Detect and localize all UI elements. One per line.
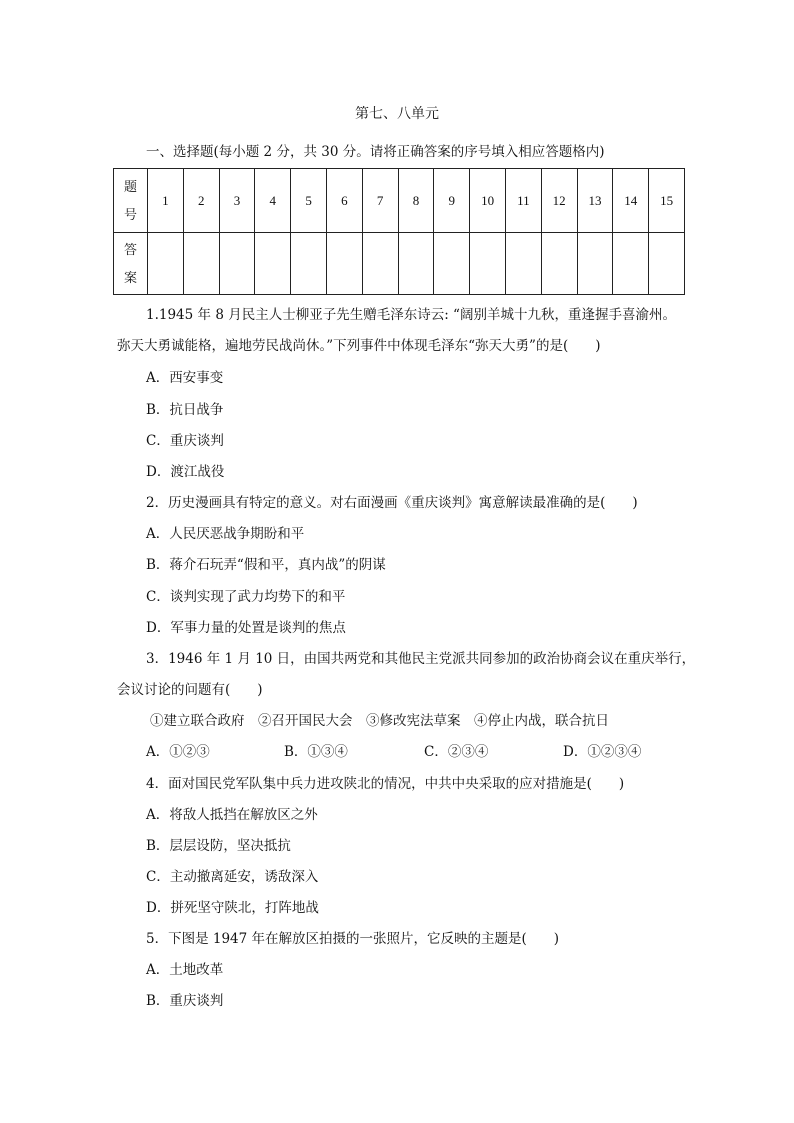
question-number: 1 <box>148 169 184 233</box>
q2-option-d: D．军事力量的处置是谈判的焦点 <box>146 620 346 636</box>
question-number: 3 <box>219 169 255 233</box>
answer-cell[interactable] <box>291 233 327 295</box>
q3-option-c: C．②③④ <box>424 744 489 760</box>
answer-cell[interactable] <box>183 233 219 295</box>
answer-row <box>114 233 685 295</box>
q3-stem-line2: 会议讨论的问题有( ) <box>117 682 263 698</box>
q2-option-a: A．人民厌恶战争期盼和平 <box>146 526 305 542</box>
question-number: 12 <box>541 169 577 233</box>
answer-cell[interactable] <box>613 233 649 295</box>
label-char: 答 <box>123 241 137 257</box>
question-number: 6 <box>326 169 362 233</box>
q1-stem-line1: 1.1945 年 8 月民主人士柳亚子先生赠毛泽东诗云: “阔别羊城十九秋，重逢握手喜渝州。 <box>146 307 676 323</box>
answer-cell[interactable] <box>577 233 613 295</box>
number-row <box>114 169 685 233</box>
q3-stem-line1: 3．1946 年 1 月 10 日，由国共两党和其他民主党派共同参加的政治协商会议在重庆举行， <box>146 651 696 667</box>
q1-stem-line2: 弥天大勇诚能格，遍地劳民战尚休。”下列事件中体现毛泽东“弥天大勇”的是( ) <box>117 338 601 354</box>
q3-option-d: D．①②③④ <box>563 744 642 760</box>
label-char: 案 <box>123 269 137 285</box>
q3-options <box>146 740 641 760</box>
q2-option-c: C．谈判实现了武力均势下的和平 <box>146 589 346 605</box>
answer-cell[interactable] <box>362 233 398 295</box>
question-number: 10 <box>470 169 506 233</box>
question-number: 13 <box>577 169 613 233</box>
answer-cell[interactable] <box>649 233 685 295</box>
question-number: 14 <box>613 169 649 233</box>
answer-table <box>113 168 685 295</box>
q5-stem: 5．下图是 1947 年在解放区拍摄的一张照片，它反映的主题是( ) <box>146 931 560 947</box>
question-number: 4 <box>255 169 291 233</box>
q3-items: ①建立联合政府 ②召开国民大会 ③修改宪法草案 ④停止内战，联合抗日 <box>150 713 609 729</box>
question-number: 15 <box>649 169 685 233</box>
q5-option-a: A．土地改革 <box>146 962 224 978</box>
question-number: 11 <box>505 169 541 233</box>
answer-cell[interactable] <box>219 233 255 295</box>
answer-cell[interactable] <box>505 233 541 295</box>
q2-stem: 2．历史漫画具有特定的意义。对右面漫画《重庆谈判》寓意解读最准确的是( ) <box>146 495 638 511</box>
section-heading: 一、选择题(每小题 2 分，共 30 分。请将正确答案的序号填入相应答题格内) <box>146 144 605 160</box>
q1-option-d: D．渡江战役 <box>146 464 225 480</box>
question-number: 2 <box>183 169 219 233</box>
answer-cell[interactable] <box>470 233 506 295</box>
answer-row-label <box>114 233 148 295</box>
q5-option-b: B．重庆谈判 <box>146 993 224 1009</box>
number-row-label <box>114 169 148 233</box>
answer-cell[interactable] <box>255 233 291 295</box>
question-number: 5 <box>291 169 327 233</box>
answer-cell[interactable] <box>398 233 434 295</box>
q1-option-a: A．西安事变 <box>146 370 224 386</box>
q3-option-a: A．①②③ <box>146 744 210 760</box>
q2-option-b: B．蒋介石玩弄“假和平，真内战”的阴谋 <box>146 557 386 573</box>
q4-option-b: B．层层设防，坚决抵抗 <box>146 838 291 854</box>
answer-cell[interactable] <box>326 233 362 295</box>
label-char: 号 <box>123 206 137 222</box>
answer-cell[interactable] <box>434 233 470 295</box>
question-number: 8 <box>398 169 434 233</box>
answer-cell[interactable] <box>148 233 184 295</box>
label-char: 题 <box>123 178 137 194</box>
page-title: 第七、八单元 <box>355 106 439 122</box>
q4-option-c: C．主动撤离延安，诱敌深入 <box>146 869 319 885</box>
q3-option-b: B．①③④ <box>284 744 348 760</box>
q4-option-d: D．拼死坚守陕北，打阵地战 <box>146 900 319 916</box>
answer-cell[interactable] <box>541 233 577 295</box>
question-number: 7 <box>362 169 398 233</box>
q4-stem: 4．面对国民党军队集中兵力进攻陕北的情况，中共中央采取的应对措施是( ) <box>146 776 625 792</box>
q4-option-a: A．将敌人抵挡在解放区之外 <box>146 807 318 823</box>
q1-option-b: B．抗日战争 <box>146 402 224 418</box>
q1-option-c: C．重庆谈判 <box>146 433 224 449</box>
question-number: 9 <box>434 169 470 233</box>
